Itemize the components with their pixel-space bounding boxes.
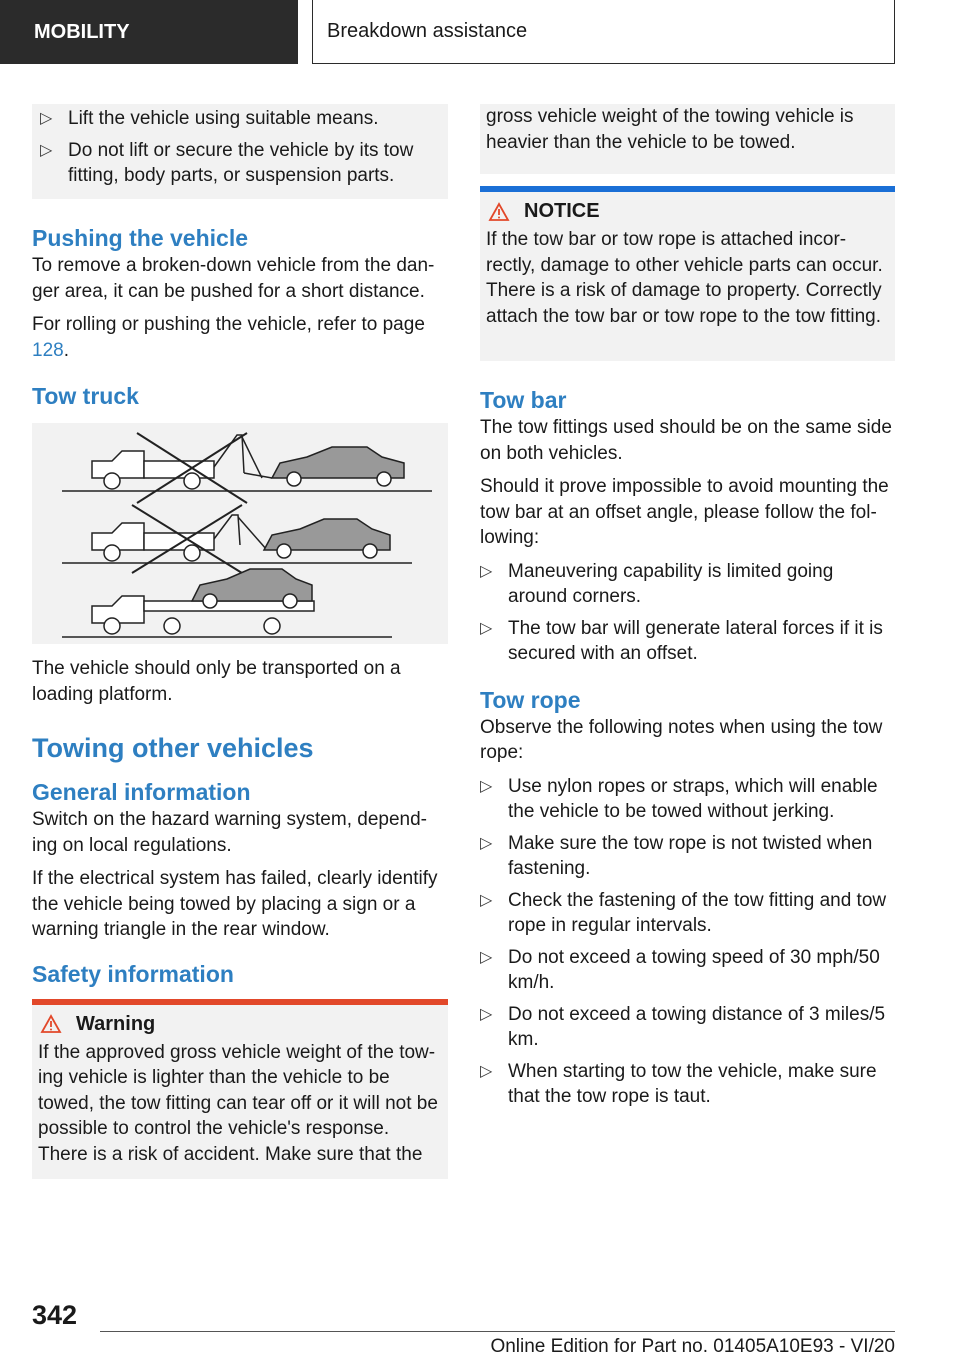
triangle-right-icon: ▷ (480, 619, 493, 637)
notice-text: If the tow bar or tow rope is attached incor-rectly, damage to other vehicle parts can occur. There is a risk of damage to property. Correctly attach the tow bar or tow rope to the tow fitting. (486, 229, 883, 327)
general-text-1: Switch on the hazard warning system, depend-ing on local regulations. (32, 809, 427, 856)
warning-box (32, 999, 448, 1179)
list-item: ▷ Do not exceed a towing speed of 30 mph/50 km/h. (480, 946, 880, 993)
tow-truck-caption: The vehicle should only be transported on a loading platform. (32, 658, 401, 705)
section-label: MOBILITY (34, 20, 130, 43)
edition-text: Online Edition for Part no. 01405A10E93 - VI/20 (490, 1336, 895, 1357)
heading-safety-info: Safety information (32, 960, 234, 987)
warning-triangle-icon (488, 202, 510, 222)
list-item: ▷ Lift the vehicle using suitable means. (40, 106, 440, 132)
triangle-right-icon: ▷ (480, 891, 493, 909)
lift-note-box (32, 104, 448, 199)
chapter-header (312, 0, 895, 64)
triangle-right-icon: ▷ (480, 834, 493, 852)
heading-pushing: Pushing the vehicle (32, 225, 248, 251)
lift-bullets (40, 106, 440, 189)
footer-divider (100, 1331, 895, 1332)
tow-truck-figure (32, 423, 448, 644)
tow-truck-illustration (32, 423, 448, 644)
tow-rope-text: Observe the following notes when using the tow rope: (480, 716, 883, 763)
notice-box (480, 186, 895, 361)
page-number: 342 (32, 1300, 78, 1330)
heading-towing-other: Towing other vehicles (32, 733, 314, 763)
triangle-right-icon: ▷ (40, 141, 53, 159)
list-item: ▷ Check the fastening of the tow fitting and tow rope in regular intervals. (480, 889, 887, 936)
right-column (480, 104, 895, 1116)
tow-bar-bullets (480, 559, 895, 667)
pushing-text: To remove a broken-down vehicle from the dan-ger area, it can be pushed for a short distance. (32, 255, 435, 302)
warning-title: Warning (76, 1012, 156, 1035)
left-column (32, 104, 448, 1179)
heading-general-info: General information (32, 779, 251, 805)
section-tab (0, 0, 298, 64)
warning-triangle-icon (40, 1014, 62, 1034)
triangle-right-icon: ▷ (480, 777, 493, 795)
warning-continued-text: gross vehicle weight of the towing vehicle is heavier than the vehicle to be towed. (486, 106, 854, 153)
triangle-right-icon: ▷ (480, 562, 493, 580)
tow-rope-bullets (480, 774, 895, 1110)
list-item: ▷ Do not lift or secure the vehicle by its tow fitting, body parts, or suspension parts. (40, 139, 414, 186)
warning-text: If the approved gross vehicle weight of the tow-ing vehicle is lighter than the vehicle to be towed, the tow fitting can tear off or it will not be possible to control the vehicle's response. There is a risk of accident. Make sure that the (38, 1041, 438, 1165)
tow-bar-text-1: The tow fittings used should be on the same side on both vehicles. (480, 417, 892, 464)
notice-header (480, 192, 895, 227)
general-text-2: If the electrical system has failed, clearly identify the vehicle being towed by placing a sign or a warning triangle in the rear window. (32, 868, 438, 940)
triangle-right-icon: ▷ (480, 1062, 493, 1080)
tow-bar-text-2: Should it prove impossible to avoid mounting the tow bar at an offset angle, please follow the fol-lowing: (480, 476, 889, 548)
list-item: ▷ The tow bar will generate lateral forces if it is secured with an offset. (480, 617, 883, 664)
triangle-right-icon: ▷ (480, 948, 493, 966)
heading-tow-rope: Tow rope (480, 686, 581, 713)
chapter-title: Breakdown assistance (327, 20, 528, 42)
list-item: ▷ Make sure the tow rope is not twisted when fastening. (480, 832, 873, 879)
page-link[interactable]: 128 (32, 339, 64, 361)
heading-tow-truck: Tow truck (32, 383, 139, 409)
warning-header (32, 1005, 448, 1040)
warning-box-continued (480, 104, 895, 174)
heading-tow-bar: Tow bar (480, 387, 567, 413)
list-item: ▷ Maneuvering capability is limited going around corners. (480, 560, 834, 607)
triangle-right-icon: ▷ (480, 1005, 493, 1023)
triangle-right-icon: ▷ (40, 110, 53, 127)
list-item: ▷ Do not exceed a towing distance of 3 miles/5 km. (480, 1003, 886, 1050)
list-item: ▷ When starting to tow the vehicle, make sure that the tow rope is taut. (480, 1060, 877, 1107)
list-item: ▷ Use nylon ropes or straps, which will enable the vehicle to be towed without jerking. (480, 775, 878, 822)
pushing-ref: For rolling or pushing the vehicle, refer to page 128. (32, 314, 425, 361)
notice-title: NOTICE (524, 200, 600, 222)
